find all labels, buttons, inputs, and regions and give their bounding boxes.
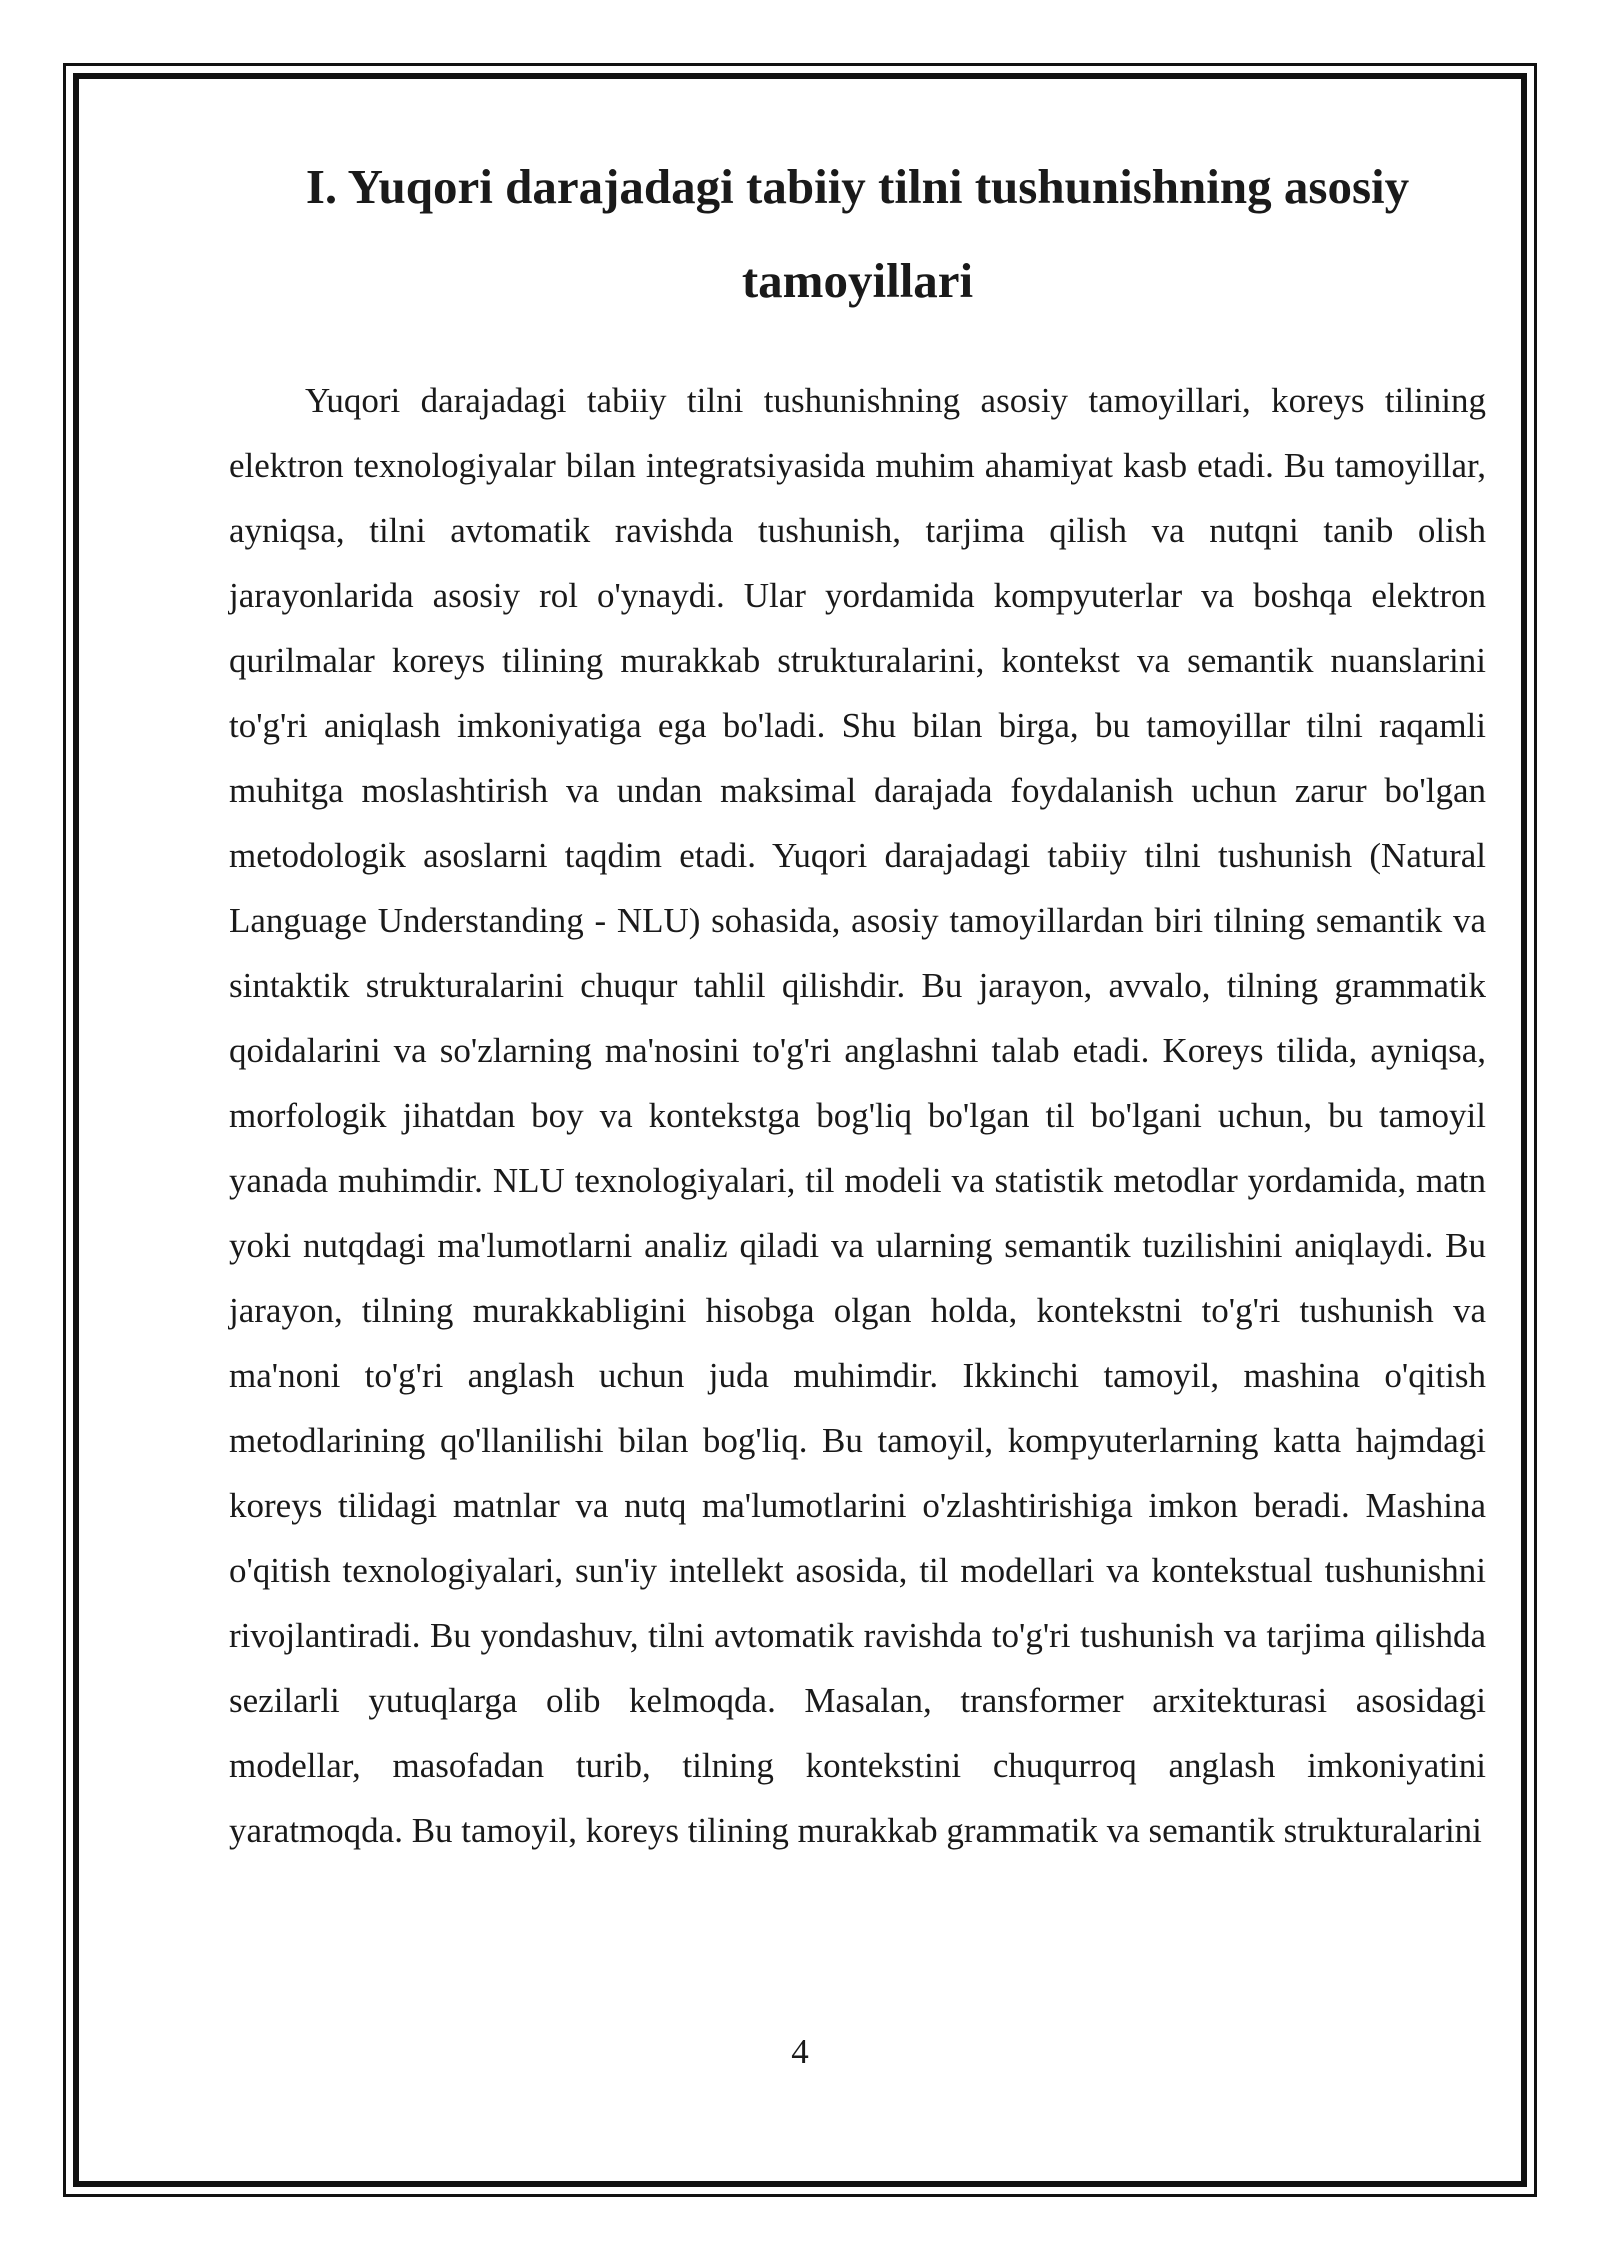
section-title: I. Yuqori darajadagi tabiiy tilni tushunishning asosiy tamoyillari <box>305 159 1410 308</box>
page-number: 4 <box>791 2032 809 2071</box>
page-content <box>229 140 1486 1863</box>
body-paragraph: Yuqori darajadagi tabiiy tilni tushunishning asosiy tamoyillari, koreys tilining elektron texnologiyalar bilan integratsiyasida muhim ahamiyat kasb etadi. Bu tamoyillar, ayniqsa, tilni avtomatik ravishda tushunish, tarjima qilish va nutqni tanib olish jarayonlarida asosiy rol o'ynaydi. Ular yordamida kompyuterlar va boshqa elektron qurilmalar koreys tilining murakkab strukturalarini, kontekst va semantik nuanslarini to'g'ri aniqlash imkoniyatiga ega bo'ladi. Shu bilan birga, bu tamoyillar tilni raqamli muhitga moslashtirish va undan maksimal darajada foydalanish uchun zarur bo'lgan metodologik asoslarni taqdim etadi. Yuqori darajadagi tabiiy tilni tushunish (Natural Language Understanding - NLU) sohasida, asosiy tamoyillardan biri tilning semantik va sintaktik strukturalarini chuqur tahlil qilishdir. Bu jarayon, avvalo, tilning grammatik qoidalarini va so'zlarning ma'nosini to'g'ri anglashni talab etadi. Koreys tilida, ayniqsa, morfologik jihatdan boy va kontekstga bog'liq bo'lgan til bo'lgani uchun, bu tamoyil yanada muhimdir. NLU texnologiyalari, til modeli va statistik metodlar yordamida, matn yoki nutqdagi ma'lumotlarni analiz qiladi va ularning semantik tuzilishini aniqlaydi. Bu jarayon, tilning murakkabligini hisobga olgan holda, kontekstni to'g'ri tushunish va ma'noni to'g'ri anglash uchun juda muhimdir. Ikkinchi tamoyil, mashina o'qitish metodlarining qo'llanilishi bilan bog'liq. Bu tamoyil, kompyuterlarning katta hajmdagi koreys tilidagi matnlar va nutq ma'lumotlarini o'zlashtirishiga imkon beradi. Mashina o'qitish texnologiyalari, sun'iy intellekt asosida, til modellari va kontekstual tushunishni rivojlantiradi. Bu yondashuv, tilni avtomatik ravishda to'g'ri tushunish va tarjima qilishda sezilarli yutuqlarga olib kelmoqda. Masalan, transformer arxitekturasi asosidagi modellar, masofadan turib, tilning kontekstini chuqurroq anglash imkoniyatini yaratmoqda. Bu tamoyil, koreys tilining murakkab grammatik va semantik strukturalarini <box>229 381 1486 1850</box>
